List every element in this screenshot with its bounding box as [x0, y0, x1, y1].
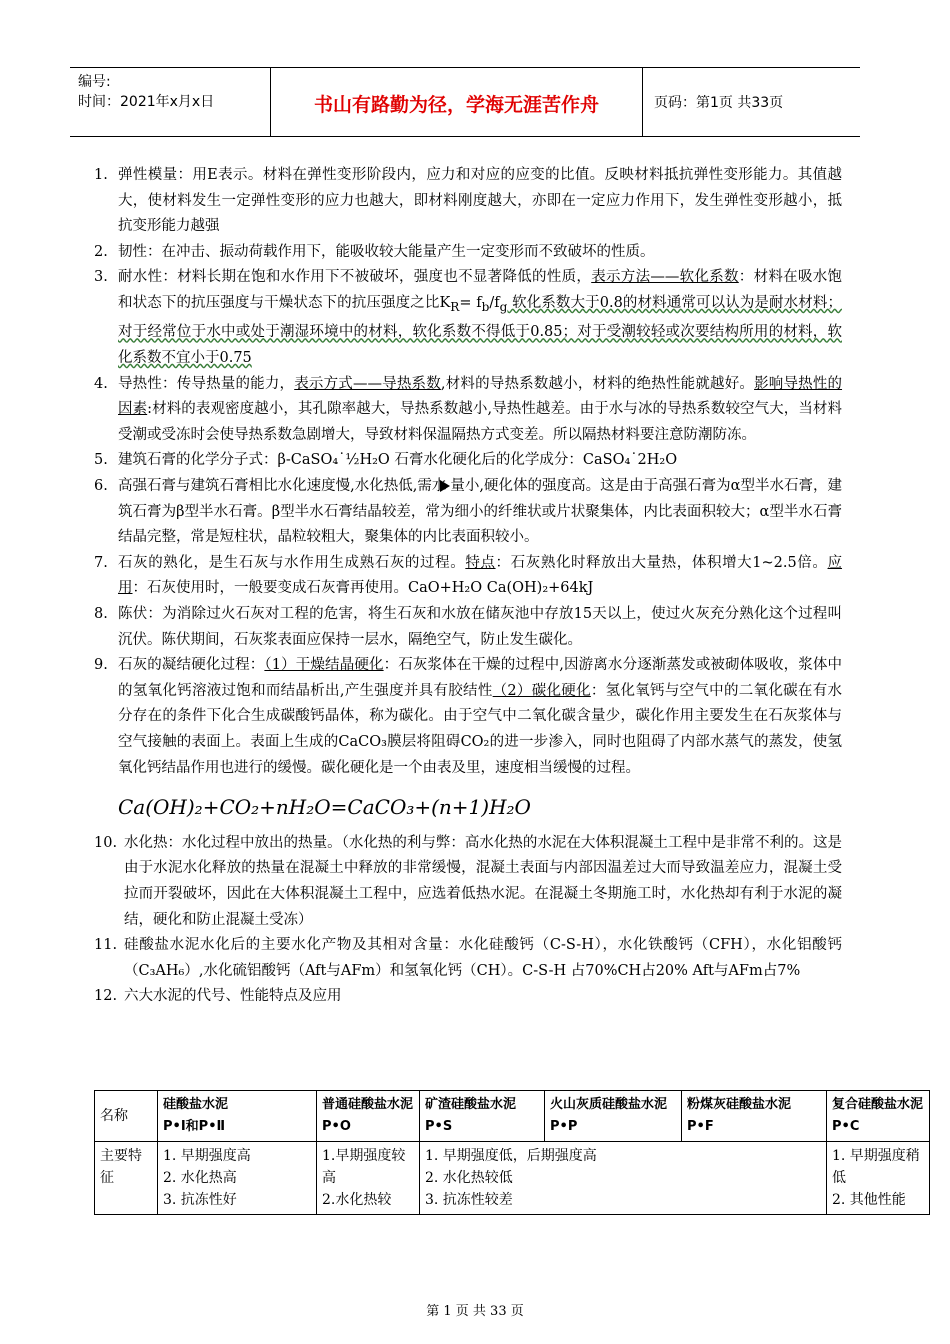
list-item: 11. 硅酸盐水泥水化后的主要水化产物及其相对含量：水化硅酸钙（C-S-H），水化铁酸钙（CFH），水化铝酸钙（C₃AH₆）,水化硫铝酸钙（Aft与AFm）和氢氧化钙（CH）。C-S-H 占70%CH占20% Aft与AFm占7% [94, 933, 842, 984]
chemical-formula: Ca(OH)₂+CO₂+nH₂O=CaCO₃+(n+1)H₂O [118, 795, 531, 820]
table-header-cell: 复合硅酸盐水泥 P•C [827, 1091, 930, 1142]
list-item: 8. 陈伏：为消除过火石灰对工程的危害，将生石灰和水放在储灰池中存放15天以上，使过火灰充分熟化这个过程叫沉伏。陈伏期间，石灰浆表面应保持一层水，隔绝空气，防止发生碳化。 [94, 602, 842, 653]
list-item: 4. 导热性：传导热量的能力，表示方式——导热系数,材料的导热系数越小，材料的绝热性能就越好。影响导热性的因素:材料的表观密度越小，其孔隙率越大，导热系数越小,导热性越差。由于水与冰的导热系数较空气大，当材料受潮或受冻时会使导热系数急剧增大，导致材料保温隔热方式变差。所以隔热材料要注意防潮防冻。 [94, 372, 842, 449]
list-item: 2. 韧性：在冲击、振动荷载作用下，能吸收较大能量产生一定变形而不致破坏的性质。 [94, 240, 842, 266]
mouse-cursor-icon [440, 480, 450, 492]
table-cell: 1.早期强度较高 2.水化热较 [317, 1142, 420, 1215]
time-label: 时间：2021年x月x日 [78, 94, 215, 110]
table-head-label: 名称 [95, 1091, 158, 1142]
header-motto: 书山有路勤为径，学海无涯苦作舟 [313, 94, 599, 116]
table-cell: 1. 早期强度高 2. 水化热高 3. 抗冻性好 [158, 1142, 317, 1215]
list-item: 7. 石灰的熟化，是生石灰与水作用生成熟石灰的过程。特点：石灰熟化时释放出大量热，体积增大1~2.5倍。应用：石灰使用时，一般要变成石灰膏再使用。CaO+H₂O Ca(OH)₂+64kJ [94, 551, 842, 602]
item-text: 建筑石膏的化学分子式：β-CaSO₄˙½H₂O 石膏水化硬化后的化学成分：CaSO₄˙2H₂O [118, 452, 678, 469]
item-text: 耐水性：材料长期在饱和水作用下不被破坏，强度也不显著降低的性质，表示方法——软化系数：材料在吸水饱和状态下的抗压强度与干燥状态下的抗压强度之比$K_R= f_b/f_g$ 软化系数大于0.8的材料通常可以认为是耐水材料；对于经常位于水中或处于潮湿环境中的材料，软化系数不得低于0.85；对于受潮较轻或次要结构所用的材料，软化系数不宜小于0.75 [118, 269, 843, 367]
table-row [95, 1142, 930, 1215]
item-text: 陈伏：为消除过火石灰对工程的危害，将生石灰和水放在储灰池中存放15天以上，使过火灰充分熟化这个过程叫沉伏。陈伏期间，石灰浆表面应保持一层水，隔绝空气，防止发生碳化。 [118, 605, 842, 648]
item-text: 硅酸盐水泥水化后的主要水化产物及其相对含量：水化硅酸钙（C-S-H），水化铁酸钙（CFH），水化铝酸钙（C₃AH₆）,水化硫铝酸钙（Aft与AFm）和氢氧化钙（CH）。C-S-H 占70%CH占20% Aft与AFm占7% [124, 937, 842, 979]
list-item: 1. 弹性模量：用E表示。材料在弹性变形阶段内，应力和对应的应变的比值。反映材料抵抗弹性变形能力。其值越大，使材料发生一定弹性变形的应力也越大，即材料刚度越大，亦即在一定应力作用下，发生弹性变形越小，抵抗变形能力越强 [94, 163, 842, 240]
cement-table [94, 1090, 930, 1215]
list-item: 6. 高强石膏与建筑石膏相比水化速度慢,水化热低,需水 量小,硬化体的强度高。这是由于高强石膏为α型半水石膏，建筑石膏为β型半水石膏。β型半水石膏结晶较差，常为细小的纤维状或片状聚集体，内比表面积较大；α型半水石膏结晶完整，常是短柱状，晶粒较粗大，聚集体的内比表面积较小。 [94, 474, 842, 551]
table-header-cell: 硅酸盐水泥 P•Ⅰ和P•Ⅱ [158, 1091, 317, 1142]
table-header-cell: 粉煤灰硅酸盐水泥 P•F [682, 1091, 827, 1142]
item-text: 韧性：在冲击、振动荷载作用下，能吸收较大能量产生一定变形而不致破坏的性质。 [118, 243, 655, 260]
list-item: 12. 六大水泥的代号、性能特点及应用 [94, 984, 842, 1010]
list-item: 9. 石灰的凝结硬化过程：（1）干燥结晶硬化：石灰浆体在干燥的过程中,因游离水分逐渐蒸发或被砌体吸收，浆体中的氢氧化钙溶液过饱和而结晶析出,产生强度并具有胶结性（2）碳化硬化：氢化氧钙与空气中的二氧化碳在有水分存在的条件下化合生成碳酸钙晶体，称为碳化。由于空气中二氧化碳含量少，碳化作用主要发生在石灰浆体与空气接触的表面上。表面上生成的CaCO₃膜层将阻碍CO₂的进一步渗入，同时也阻碍了内部水蒸气的蒸发，使氢氧化钙结晶作用也进行的缓慢。碳化硬化是一个由表及里，速度相当缓慢的过程。 [94, 653, 842, 781]
table-row-label: 主要特征 [95, 1142, 158, 1215]
item-text: 弹性模量：用E表示。材料在弹性变形阶段内，应力和对应的应变的比值。反映材料抵抗弹性变形能力。其值越大，使材料发生一定弹性变形的应力也越大，即材料刚度越大，亦即在一定应力作用下，发生弹性变形越小，抵抗变形能力越强 [118, 167, 842, 235]
table-header-cell: 矿渣硅酸盐水泥 P•S [420, 1091, 545, 1142]
item-text: 石灰的凝结硬化过程：（1）干燥结晶硬化：石灰浆体在干燥的过程中,因游离水分逐渐蒸发或被砌体吸收，浆体中的氢氧化钙溶液过饱和而结晶析出,产生强度并具有胶结性（2）碳化硬化：氢化氧钙与空气中的二氧化碳在有水分存在的条件下化合生成碳酸钙晶体，称为碳化。由于空气中二氧化碳含量少，碳化作用主要发生在石灰浆体与空气接触的表面上。表面上生成的CaCO₃膜层将阻碍CO₂的进一步渗入，同时也阻碍了内部水蒸气的蒸发，使氢氧化钙结晶作用也进行的缓慢。碳化硬化是一个由表及里，速度相当缓慢的过程。 [118, 657, 842, 776]
table-row [95, 1091, 930, 1142]
document-body [94, 163, 842, 1010]
table-header-cell: 普通硅酸盐水泥 P•O [317, 1091, 420, 1142]
list-item: 3. 耐水性：材料长期在饱和水作用下不被破坏，强度也不显著降低的性质，表示方法——软化系数：材料在吸水饱和状态下的抗压强度与干燥状态下的抗压强度之比$K_R= f_b/f_g$ 软化系数大于0.8的材料通常可以认为是耐水材料；对于经常位于水中或处于潮湿环境中的材料，软化系数不得低于0.85；对于受潮较轻或次要结构所用的材料，软化系数不宜小于0.75 [94, 265, 842, 371]
header-meta [78, 72, 214, 112]
list-item: 5. 建筑石膏的化学分子式：β-CaSO₄˙½H₂O 石膏水化硬化后的化学成分：CaSO₄˙2H₂O [94, 448, 842, 474]
list-item: 10. 水化热：水化过程中放出的热量。（水化热的利与弊：高水化热的水泥在大体积混凝土工程中是非常不利的。这是由于水泥水化释放的热量在混凝土中释放的非常缓慢，混凝土表面与内部因温差过大而导致温差应力，混凝土受拉而开裂破坏，因此在大体积混凝土工程中，应选着低热水泥。在混凝土冬期施工时，水化热却有利于水泥的凝结，硬化和防止混凝土受冻） [94, 831, 842, 933]
item-text: 水化热：水化过程中放出的热量。（水化热的利与弊：高水化热的水泥在大体积混凝土工程中是非常不利的。这是由于水泥水化释放的热量在混凝土中释放的非常缓慢，混凝土表面与内部因温差过大而导致温差应力，混凝土受拉而开裂破坏，因此在大体积混凝土工程中，应选着低热水泥。在混凝土冬期施工时，水化热却有利于水泥的凝结，硬化和防止混凝土受冻） [124, 834, 842, 928]
item-text: 石灰的熟化，是生石灰与水作用生成熟石灰的过程。特点：石灰熟化时释放出大量热，体积增大1~2.5倍。应用：石灰使用时，一般要变成石灰膏再使用。CaO+H₂O Ca(OH)₂+64kJ [118, 554, 843, 597]
table-cell: 1. 早期强度稍低 2. 其他性能 [827, 1142, 930, 1215]
item-text: 六大水泥的代号、性能特点及应用 [124, 988, 342, 1005]
header-divider [642, 68, 643, 136]
item-text: 导热性：传导热量的能力，表示方式——导热系数,材料的导热系数越小，材料的绝热性能就越好。影响导热性的因素:材料的表观密度越小，其孔隙率越大，导热系数越小,导热性越差。由于水与冰的导热系数较空气大，当材料受潮或受冻时会使导热系数急剧增大，导致材料保温隔热方式变差。所以隔热材料要注意防潮防冻。 [118, 375, 843, 443]
table-header-cell: 火山灰质硅酸盐水泥 P•P [545, 1091, 682, 1142]
page-info: 页码：第1页 共33页 [654, 95, 784, 111]
page-header [70, 67, 860, 137]
item-text: 高强石膏与建筑石膏相比水化速度慢,水化热低,需水 量小,硬化体的强度高。这是由于高强石膏为α型半水石膏，建筑石膏为β型半水石膏。β型半水石膏结晶较差，常为细小的纤维状或片状聚集体，内比表面积较大；α型半水石膏结晶完整，常是短柱状，晶粒较粗大，聚集体的内比表面积较小。 [118, 478, 842, 546]
number-label: 编号: [78, 74, 111, 90]
page-footer: 第 1 页 共 33 页 [426, 1304, 524, 1319]
table-cell: 1. 早期强度低，后期强度高 2. 水化热较低 3. 抗冻性较差 [420, 1142, 827, 1215]
